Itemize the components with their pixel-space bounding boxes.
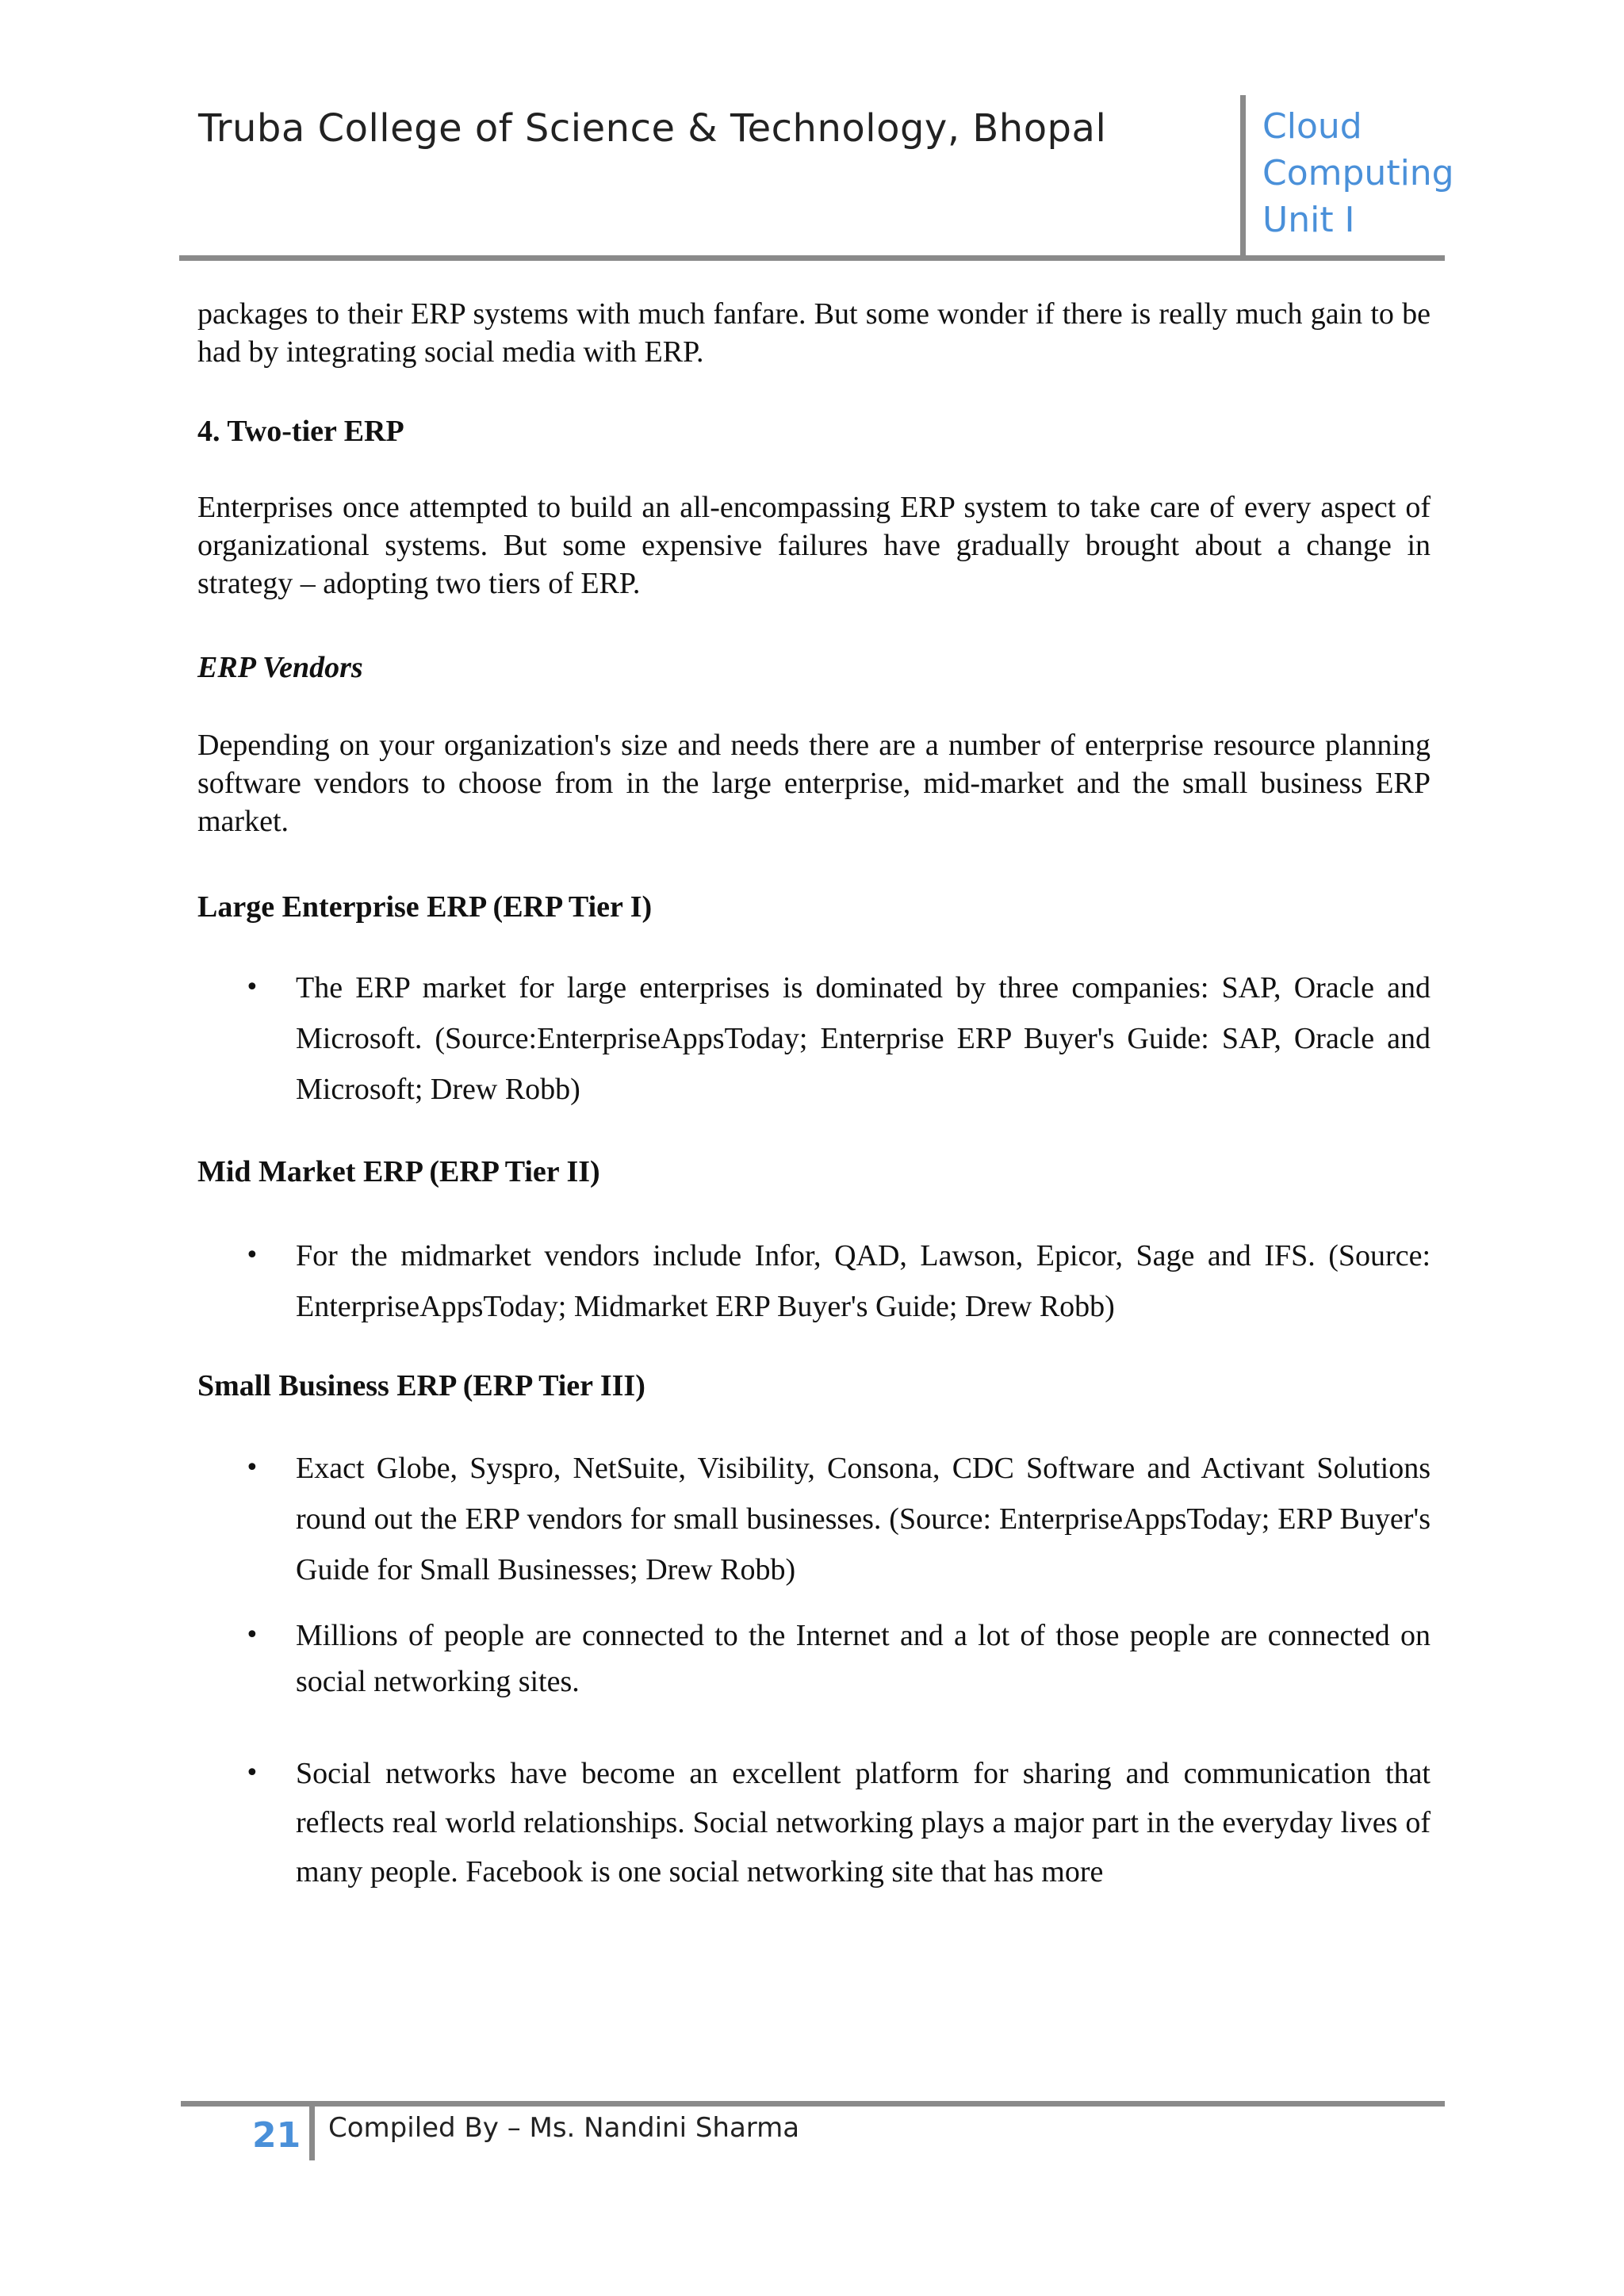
page-content — [197, 295, 1431, 1896]
list-item-text: The ERP market for large enterprises is dominated by three companies: SAP, Oracle and Microsoft. (Source:EnterpriseAppsToday; Enterprise ERP Buyer's Guide: SAP, Oracle and Microsoft; Drew Robb) — [296, 971, 1431, 1106]
bullet-icon: • — [245, 974, 259, 1001]
bullet-icon: • — [245, 1454, 259, 1482]
header-title: Truba College of Science & Technology, Bhopal — [198, 106, 1107, 151]
header-subject — [1262, 103, 1454, 243]
bullet-icon: • — [245, 1621, 259, 1649]
list-item-text: Millions of people are connected to the Internet and a lot of those people are connected on social networking sites. — [296, 1619, 1431, 1698]
bullet-icon: • — [245, 1759, 259, 1787]
header-subject-line-1: Cloud — [1262, 106, 1362, 147]
list-item-text: Social networks have become an excellent platform for sharing and communication that reflects real world relationships. Social networking plays a major part in the everyday lives of many people. Facebook is one social networking site that has more — [296, 1757, 1431, 1888]
footer-vertical-divider — [309, 2107, 315, 2160]
header-subject-line-3: Unit I — [1262, 200, 1355, 240]
tier-1-list — [197, 962, 1431, 1115]
list-item — [197, 1443, 1431, 1595]
list-item-text: For the midmarket vendors include Infor, QAD, Lawson, Epicor, Sage and IFS. (Source: EnterpriseAppsToday; Midmarket ERP Buyer's Guide; Drew Robb) — [296, 1239, 1431, 1323]
list-item — [197, 1230, 1431, 1332]
bullet-icon: • — [245, 1242, 259, 1269]
tier-2-list — [197, 1230, 1431, 1332]
list-item — [197, 962, 1431, 1115]
header-vertical-divider — [1240, 95, 1246, 258]
list-item-text: Exact Globe, Syspro, NetSuite, Visibility, Consona, CDC Software and Activant Solutions round out the ERP vendors for small businesses. (Source: EnterpriseAppsToday; ERP Buyer's Guide for Small Businesses; Drew Robb) — [296, 1452, 1431, 1586]
heading-tier-3: Small Business ERP (ERP Tier III) — [197, 1369, 645, 1402]
erp-vendors-paragraph: Depending on your organization's size and needs there are a number of enterprise resource planning software vendors to choose from in the large enterprise, mid-market and the small business ERP market. — [197, 729, 1431, 838]
page-number: 21 — [252, 2115, 301, 2156]
list-item — [197, 1613, 1431, 1705]
section-heading-two-tier-erp: 4. Two-tier ERP — [197, 415, 404, 448]
header-horizontal-divider — [179, 255, 1445, 261]
footer-credit: Compiled By – Ms. Nandini Sharma — [328, 2112, 800, 2144]
intro-paragraph: packages to their ERP systems with much fanfare. But some wonder if there is really much gain to be had by integrating social media with ERP. — [197, 297, 1431, 369]
section-heading-erp-vendors: ERP Vendors — [197, 651, 363, 684]
footer-horizontal-divider — [181, 2101, 1445, 2107]
heading-tier-2: Mid Market ERP (ERP Tier II) — [197, 1155, 600, 1188]
page-footer — [181, 2101, 1445, 2164]
heading-tier-1: Large Enterprise ERP (ERP Tier I) — [197, 890, 653, 924]
header-subject-line-2: Computing — [1262, 153, 1454, 193]
two-tier-erp-paragraph: Enterprises once attempted to build an all-encompassing ERP system to take care of every aspect of organizational systems. But some expensive failures have gradually brought about a change in strategy – adopting two tiers of ERP. — [197, 491, 1431, 600]
list-item — [197, 1749, 1431, 1896]
tier-3-list — [197, 1443, 1431, 1896]
page-header — [179, 95, 1454, 262]
